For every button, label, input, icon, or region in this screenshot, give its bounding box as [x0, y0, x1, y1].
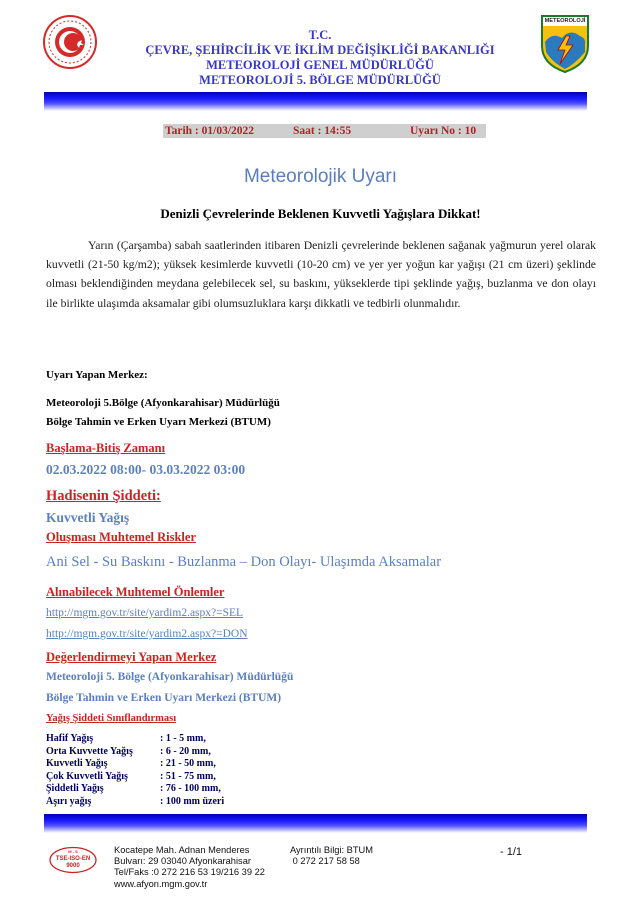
header-tc: T.C. — [308, 28, 332, 42]
classification-value: : 6 - 20 mm, — [160, 745, 211, 757]
classification-value: : 51 - 75 mm, — [160, 770, 216, 782]
classification-name: Aşırı yağış — [46, 795, 92, 807]
severity-heading: Hadisenin Şiddeti: — [46, 488, 161, 504]
severity-value: Kuvvetli Yağış — [46, 510, 130, 525]
classification-name: Orta Kuvvette Yağış — [46, 745, 133, 757]
classification-name: Çok Kuvvetli Yağış — [46, 770, 128, 782]
classification-name: Kuvvetli Yağış — [46, 758, 108, 769]
page-title: Meteorolojik Uyarı — [243, 166, 398, 187]
footer-website: www.afyon.mgm.gov.tr — [114, 878, 208, 889]
evaluating-center-line2: Bölge Tahmin ve Erken Uyarı Merkezi (BTUM) — [46, 692, 282, 704]
classification-value: : 100 mm üzeri — [160, 795, 225, 807]
footer-info-phone: 0 272 217 58 58 — [290, 856, 360, 867]
classification-heading: Yağış Şiddeti Sınıflandırması — [46, 713, 177, 724]
classification-name: Hafif Yağış — [46, 733, 94, 744]
footer-address-line1: Kocatepe Mah. Adnan Menderes — [114, 845, 250, 855]
warning-number: Uyarı No : 10 — [410, 125, 477, 137]
issuing-center-label: Uyarı Yapan Merkez: — [46, 369, 148, 381]
classification-value: : 21 - 50 mm, — [160, 758, 216, 769]
meteoroloji-logo — [540, 12, 590, 74]
tse-logo-text1: TSE-ISO-EN — [55, 856, 91, 862]
classification-name: Şiddetli Yağış — [46, 783, 104, 794]
header-divider-bar — [44, 92, 587, 111]
tse-logo-text2: 9000 — [66, 863, 80, 869]
meteoroloji-logo-text: METEOROLOJİ — [544, 18, 586, 24]
evaluating-center-line1: Meteoroloji 5. Bölge (Afyonkarahisar) Müdürlüğü — [46, 671, 294, 683]
risks-value: Ani Sel - Su Baskını - Buzlanma – Don Olayı- Ulaşımda Aksamalar — [46, 554, 442, 570]
footer-info — [290, 845, 373, 867]
warning-body: Yarın (Çarşamba) sabah saatlerinden itibaren Denizli çevrelerinde beklenen sağanak yağmurun yerel olarak kuvvetli (21-50 kg/m2); yüksek kesimlerde kuvvetli (10-20 cm) ve yer yer yoğun kar yağışı (21 cm üzeri) şeklinde olması beklendiğinden meydana gelebilecek sel, su baskını, yükseklerde tipi şeklinde yağış, buzlanma ve don olayı ile birlikte ulaşımda aksamalar gibi olumsuzluklara karşı dikkatli ve tedbirli olunmalıdır. — [46, 239, 596, 310]
evaluating-center-heading: Değerlendirmeyi Yapan Merkez — [46, 650, 217, 664]
footer-divider-bar — [44, 814, 587, 833]
time-range-heading: Başlama-Bitiş Zamanı — [46, 441, 166, 455]
measures-link-sel[interactable]: http://mgm.gov.tr/site/yardim2.aspx?=SEL — [46, 607, 244, 619]
footer-address-line2: Bulvarı: 29 03040 Afyonkarahisar — [114, 856, 251, 867]
warning-subtitle: Denizli Çevrelerinde Beklenen Kuvvetli Yağışlara Dikkat! — [160, 206, 481, 221]
issue-date: Tarih : 01/03/2022 — [165, 125, 255, 137]
issue-time: Saat : 14:55 — [293, 125, 352, 137]
footer-address-line3: Tel/Faks :0 272 216 53 19/216 39 22 — [114, 867, 265, 878]
header-ministry: ÇEVRE, ŞEHİRCİLİK VE İKLİM DEĞİŞİKLİĞİ BAKANLIĞI — [145, 43, 495, 57]
issuing-center-line1: Meteoroloji 5.Bölge (Afyonkarahisar) Müdürlüğü — [46, 397, 280, 409]
svg-text:M - S: M - S — [68, 849, 78, 854]
page-number: - 1/1 — [500, 846, 523, 858]
footer-address — [114, 845, 265, 890]
measures-heading: Alınabilecek Muhtemel Önlemler — [46, 585, 225, 599]
classification-value: : 1 - 5 mm, — [160, 733, 206, 744]
measures-link-don[interactable]: http://mgm.gov.tr/site/yardim2.aspx?=DON — [46, 628, 248, 640]
issuing-center-line2: Bölge Tahmin ve Erken Uyarı Merkezi (BTUM) — [46, 416, 271, 428]
classification-value: : 76 - 100 mm, — [160, 783, 221, 794]
risks-heading: Oluşması Muhtemel Riskler — [46, 530, 196, 544]
ministry-logo — [42, 14, 98, 70]
footer-info-label: Ayrıntılı Bilgi: BTUM — [290, 845, 374, 855]
time-range-value: 02.03.2022 08:00- 03.03.2022 03:00 — [46, 462, 246, 477]
tse-iso-logo — [48, 846, 98, 874]
header-regional-directorate: METEOROLOJİ 5. BÖLGE MÜDÜRLÜĞÜ — [199, 73, 441, 87]
header-general-directorate: METEOROLOJİ GENEL MÜDÜRLÜĞÜ — [206, 58, 434, 72]
